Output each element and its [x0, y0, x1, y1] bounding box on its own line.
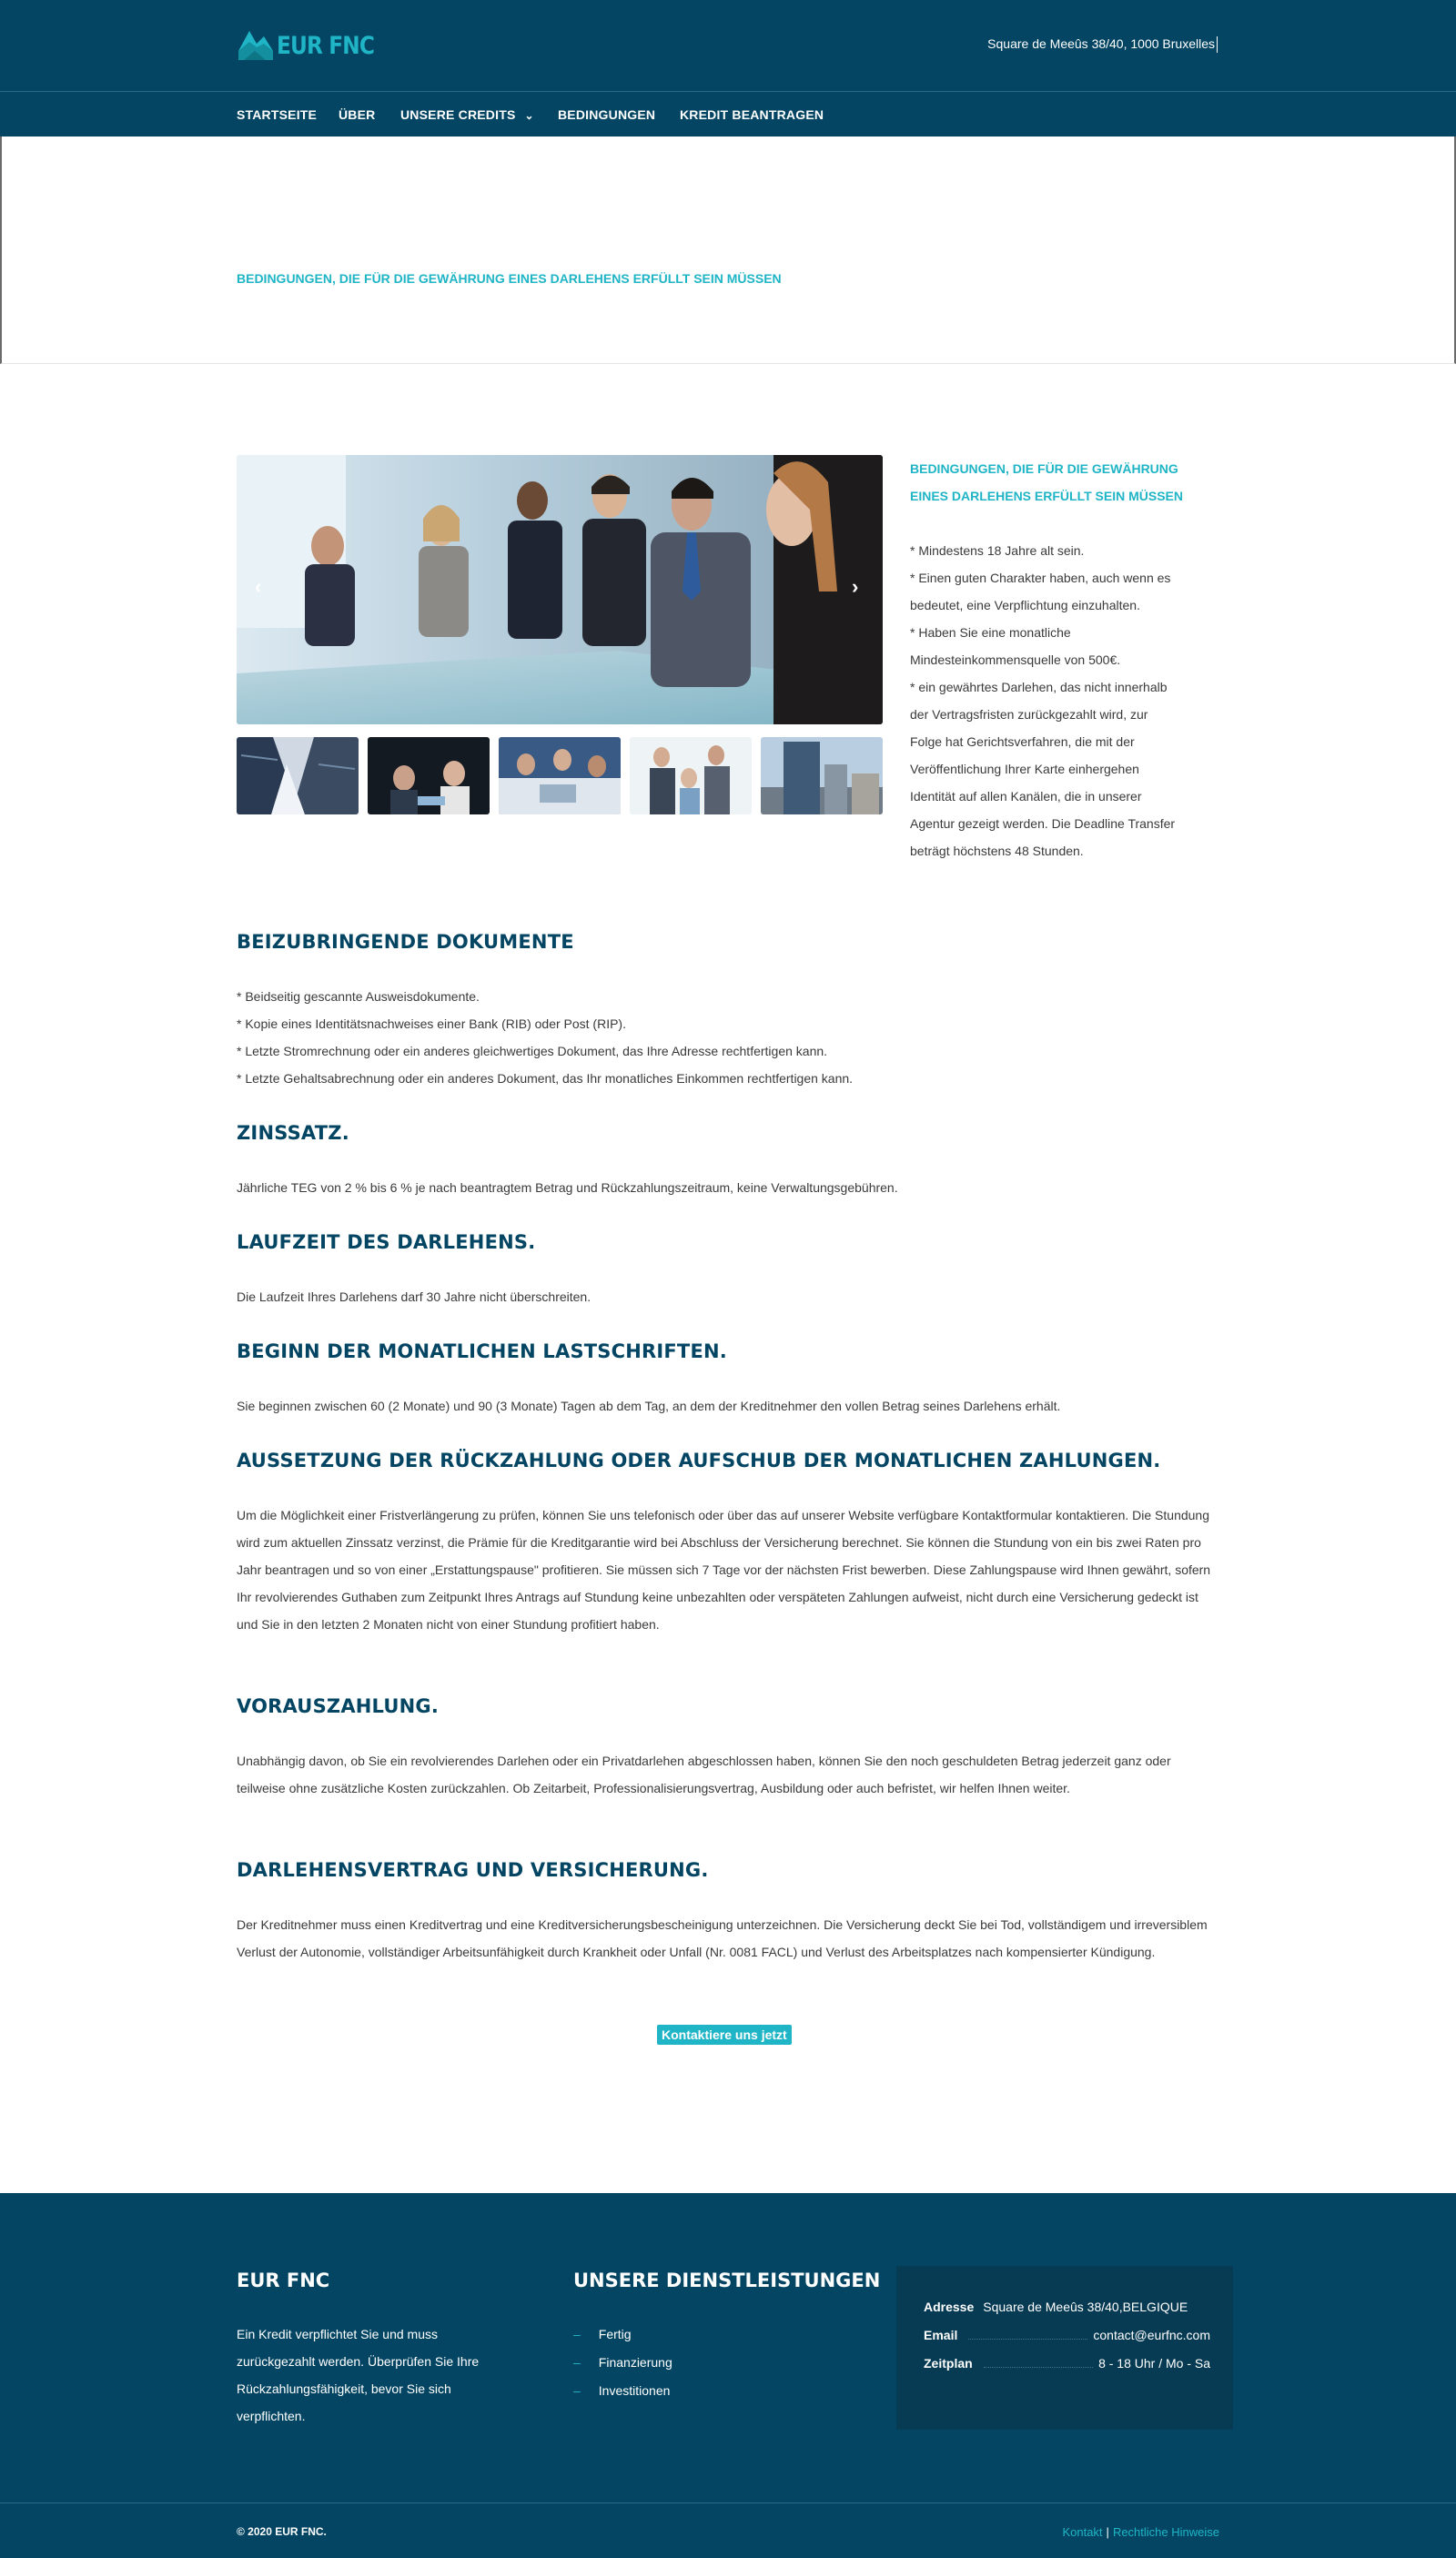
business-meeting-photo	[237, 455, 883, 724]
nav-item-bedingungen[interactable]	[558, 92, 655, 137]
link-legal-notice[interactable]: Rechtliche Hinweise	[1112, 2525, 1219, 2539]
page-hero	[0, 136, 1456, 364]
footer-about-line: verpflichten.	[237, 2409, 306, 2423]
section-title-suspension: AUSSETZUNG DER RÜCKZAHLUNG ODER AUFSCHUB DER MONATLICHEN ZAHLUNGEN.	[237, 1450, 1161, 1471]
conditions-line: Folge hat Gerichtsverfahren, die mit der	[910, 734, 1135, 749]
nav-label: STARTSEITE	[237, 107, 318, 122]
footer	[0, 2193, 1456, 2502]
nav-item-unsere-credits[interactable]	[400, 92, 534, 137]
footer-service-link[interactable]	[573, 2355, 672, 2370]
bottom-links	[1062, 2525, 1219, 2539]
nav-label: BEDINGUNGEN	[558, 107, 656, 122]
footer-about-line: zurückgezahlt werden. Überprüfen Sie Ihre	[237, 2354, 480, 2369]
section-title-interest: ZINSSATZ.	[237, 1122, 349, 1144]
meeting-dark-image	[368, 737, 490, 814]
dotted-leader	[968, 2331, 1087, 2340]
conditions-line: Veröffentlichung Ihrer Karte einhergehen	[910, 762, 1139, 776]
skyscrapers-image	[237, 737, 359, 814]
dash-icon: –	[573, 2327, 581, 2341]
chevron-down-icon: ⌄	[524, 109, 534, 122]
conditions-line: * ein gewährtes Darlehen, das nicht innerhalb	[910, 680, 1168, 694]
conditions-title	[910, 455, 1219, 510]
conditions-line: * Einen guten Charakter haben, auch wenn es	[910, 571, 1171, 585]
main-navigation	[0, 91, 1456, 136]
footer-service-link[interactable]	[573, 2327, 632, 2341]
conditions-title-line: EINES DARLEHENS ERFÜLLT SEIN MÜSSEN	[910, 489, 1183, 503]
conditions-line: * Haben Sie eine monatliche	[910, 625, 1071, 640]
term-text: Die Laufzeit Ihres Darlehens darf 30 Jahre nicht überschreiten.	[237, 1289, 592, 1304]
thumbnail-skyscrapers[interactable]	[237, 737, 359, 814]
conditions-line: beträgt höchstens 48 Stunden.	[910, 844, 1084, 858]
nav-item-kredit-beantragen[interactable]	[680, 92, 824, 137]
list-item: * Beidseitig gescannte Ausweisdokumente.	[237, 989, 480, 1004]
page-title: BEDINGUNGEN, DIE FÜR DIE GEWÄHRUNG EINES DARLEHENS ERFÜLLT SEIN MÜSSEN	[237, 271, 782, 286]
footer-schedule-row	[924, 2356, 1210, 2371]
dotted-leader	[984, 2359, 1093, 2368]
nav-item-startseite[interactable]	[237, 92, 317, 137]
conditions-title-line: BEDINGUNGEN, DIE FÜR DIE GEWÄHRUNG	[910, 461, 1178, 476]
copyright: © 2020 EUR FNC.	[237, 2525, 327, 2538]
footer-email-row	[924, 2328, 1210, 2342]
address-value: Square de Meeûs 38/40,BELGIQUE	[983, 2300, 1188, 2314]
footer-service-link[interactable]	[573, 2383, 670, 2398]
bottom-bar	[0, 2502, 1456, 2558]
dash-icon: –	[573, 2355, 581, 2370]
footer-about-text	[237, 2320, 546, 2430]
conditions-line: Mindesteinkommensquelle von 500€.	[910, 652, 1121, 667]
thumbnail-handshake[interactable]	[630, 737, 752, 814]
nav-item-ueber[interactable]	[339, 92, 375, 137]
conditions-line: * Mindestens 18 Jahre alt sein.	[910, 543, 1085, 558]
tower-image	[761, 737, 883, 814]
handshake-image	[630, 737, 752, 814]
footer-service-label: Investitionen	[598, 2383, 671, 2398]
team-desk-image	[499, 737, 621, 814]
footer-address-row	[924, 2300, 1210, 2314]
prepayment-text: Unabhängig davon, ob Sie ein revolvierendes Darlehen oder ein Privatdarlehen abgeschlossen haben, können Sie den noch geschuldeten Betrag jederzeit ganz oder teilweise ohne zusätzliche Kosten zurückzahlen. Ob Zeitarbeit, Professionalisierungsvertrag, Ausbildung oder auch befristet, wir helfen Ihnen weiter.	[237, 1754, 1171, 1795]
nav-label: UNSERE CREDITS	[400, 107, 516, 122]
section-title-term: LAUFZEIT DES DARLEHENS.	[237, 1231, 536, 1253]
footer-about-line: Rückzahlungsfähigkeit, bevor Sie sich	[237, 2381, 451, 2396]
documents-list	[237, 983, 1219, 1092]
thumbnail-team-desk[interactable]	[499, 737, 621, 814]
footer-about-line: Ein Kredit verpflichtet Sie und muss	[237, 2327, 438, 2341]
top-header	[0, 0, 1456, 91]
chevron-left-icon[interactable]: ‹	[255, 575, 262, 598]
nav-label: ÜBER	[339, 107, 376, 122]
footer-contact-box	[896, 2266, 1233, 2430]
section-title-prepayment: VORAUSZAHLUNG.	[237, 1695, 440, 1717]
debits-text: Sie beginnen zwischen 60 (2 Monate) und 90 (3 Monate) Tagen ab dem Tag, an dem der Kreditnehmer den vollen Betrag seines Darlehens erhält.	[237, 1399, 1061, 1413]
email-value[interactable]: contact@eurfnc.com	[1093, 2328, 1210, 2342]
text-caret	[1217, 36, 1218, 53]
header-address	[987, 36, 1218, 53]
chevron-right-icon[interactable]: ›	[852, 575, 859, 598]
link-contact[interactable]: Kontakt	[1062, 2525, 1103, 2539]
logo-icon	[237, 27, 275, 64]
contact-now-button[interactable]: Kontaktiere uns jetzt	[657, 2025, 792, 2045]
link-separator: |	[1106, 2525, 1109, 2539]
nav-label: KREDIT BEANTRAGEN	[680, 107, 824, 122]
thumbnail-tower[interactable]	[761, 737, 883, 814]
conditions-line: bedeutet, eine Verpflichtung einzuhalten.	[910, 598, 1140, 612]
list-item: * Kopie eines Identitätsnachweises einer Bank (RIB) oder Post (RIP).	[237, 1016, 626, 1031]
email-label: Email	[924, 2328, 958, 2342]
schedule-value: 8 - 18 Uhr / Mo - Sa	[1098, 2356, 1210, 2371]
conditions-line: der Vertragsfristen zurückgezahlt wird, zur	[910, 707, 1148, 722]
list-item: * Letzte Stromrechnung oder ein anderes gleichwertiges Dokument, das Ihre Adresse rechtfertigen kann.	[237, 1044, 828, 1058]
contract-text: Der Kreditnehmer muss einen Kreditvertrag und eine Kreditversicherungsbescheinigung unterzeichnen. Die Versicherung deckt Sie bei Tod, vollständigem und irreversiblem Verlust der Autonomie, vollständiger Arbeitsunfähigkeit durch Krankheit oder Unfall (Nr. 0081 FACL) und Verlust des Arbeitsplatzes nach kompensierter Kündigung.	[237, 1917, 1208, 1959]
gallery-thumbnails	[237, 737, 883, 814]
interest-text: Jährliche TEG von 2 % bis 6 % je nach beantragtem Betrag und Rückzahlungszeitraum, keine Verwaltungsgebühren.	[237, 1180, 898, 1195]
gallery-main-image[interactable]	[237, 455, 883, 724]
conditions-line: Identität auf allen Kanälen, die in unserer	[910, 789, 1142, 804]
schedule-label: Zeitplan	[924, 2356, 973, 2371]
conditions-line: Agentur gezeigt werden. Die Deadline Transfer	[910, 816, 1176, 831]
section-title-documents: BEIZUBRINGENDE DOKUMENTE	[237, 931, 574, 953]
section-title-debits: BEGINN DER MONATLICHEN LASTSCHRIFTEN.	[237, 1340, 727, 1362]
footer-about-title: EUR FNC	[237, 2270, 330, 2291]
thumbnail-meeting-dark[interactable]	[368, 737, 490, 814]
footer-service-label: Fertig	[598, 2327, 632, 2341]
dash-icon: –	[573, 2383, 581, 2398]
list-item: * Letzte Gehaltsabrechnung oder ein anderes Dokument, das Ihr monatliches Einkommen rechtfertigen kann.	[237, 1071, 854, 1086]
conditions-list	[910, 537, 1224, 864]
footer-services-title: UNSERE DIENSTLEISTUNGEN	[573, 2270, 881, 2291]
header-address-text: Square de Meeûs 38/40, 1000 Bruxelles	[987, 36, 1215, 51]
logo-text: EUR FNC	[277, 31, 375, 60]
address-label: Adresse	[924, 2300, 975, 2314]
logo[interactable]	[237, 27, 389, 64]
footer-service-label: Finanzierung	[598, 2355, 672, 2370]
section-title-contract: DARLEHENSVERTRAG UND VERSICHERUNG.	[237, 1859, 709, 1881]
suspension-text: Um die Möglichkeit einer Fristverlängerung zu prüfen, können Sie uns telefonisch oder über das auf unserer Website verfügbare Kontaktformular kontaktieren. Die Stundung wird zum aktuellen Zinssatz verzinst, die Prämie für die Kreditgarantie wird bei Abschluss der Versicherung berechnet. Sie können die Stundung von ein bis zwei Raten pro Jahr beantragen und so von einer „Erstattungspause" profitieren. Sie müssen sich 7 Tage vor der nächsten Frist bewerben. Diese Zahlungspause wird Ihnen gewährt, sofern Ihr revolvierendes Guthaben zum Zeitpunkt Ihres Antrags auf Stundung keine unbezahlten oder verspäteten Zahlungen aufweist, nicht durch eine Versicherung gedeckt ist und Sie in den letzten 2 Monaten nicht von einer Stundung profitiert haben.	[237, 1508, 1211, 1632]
